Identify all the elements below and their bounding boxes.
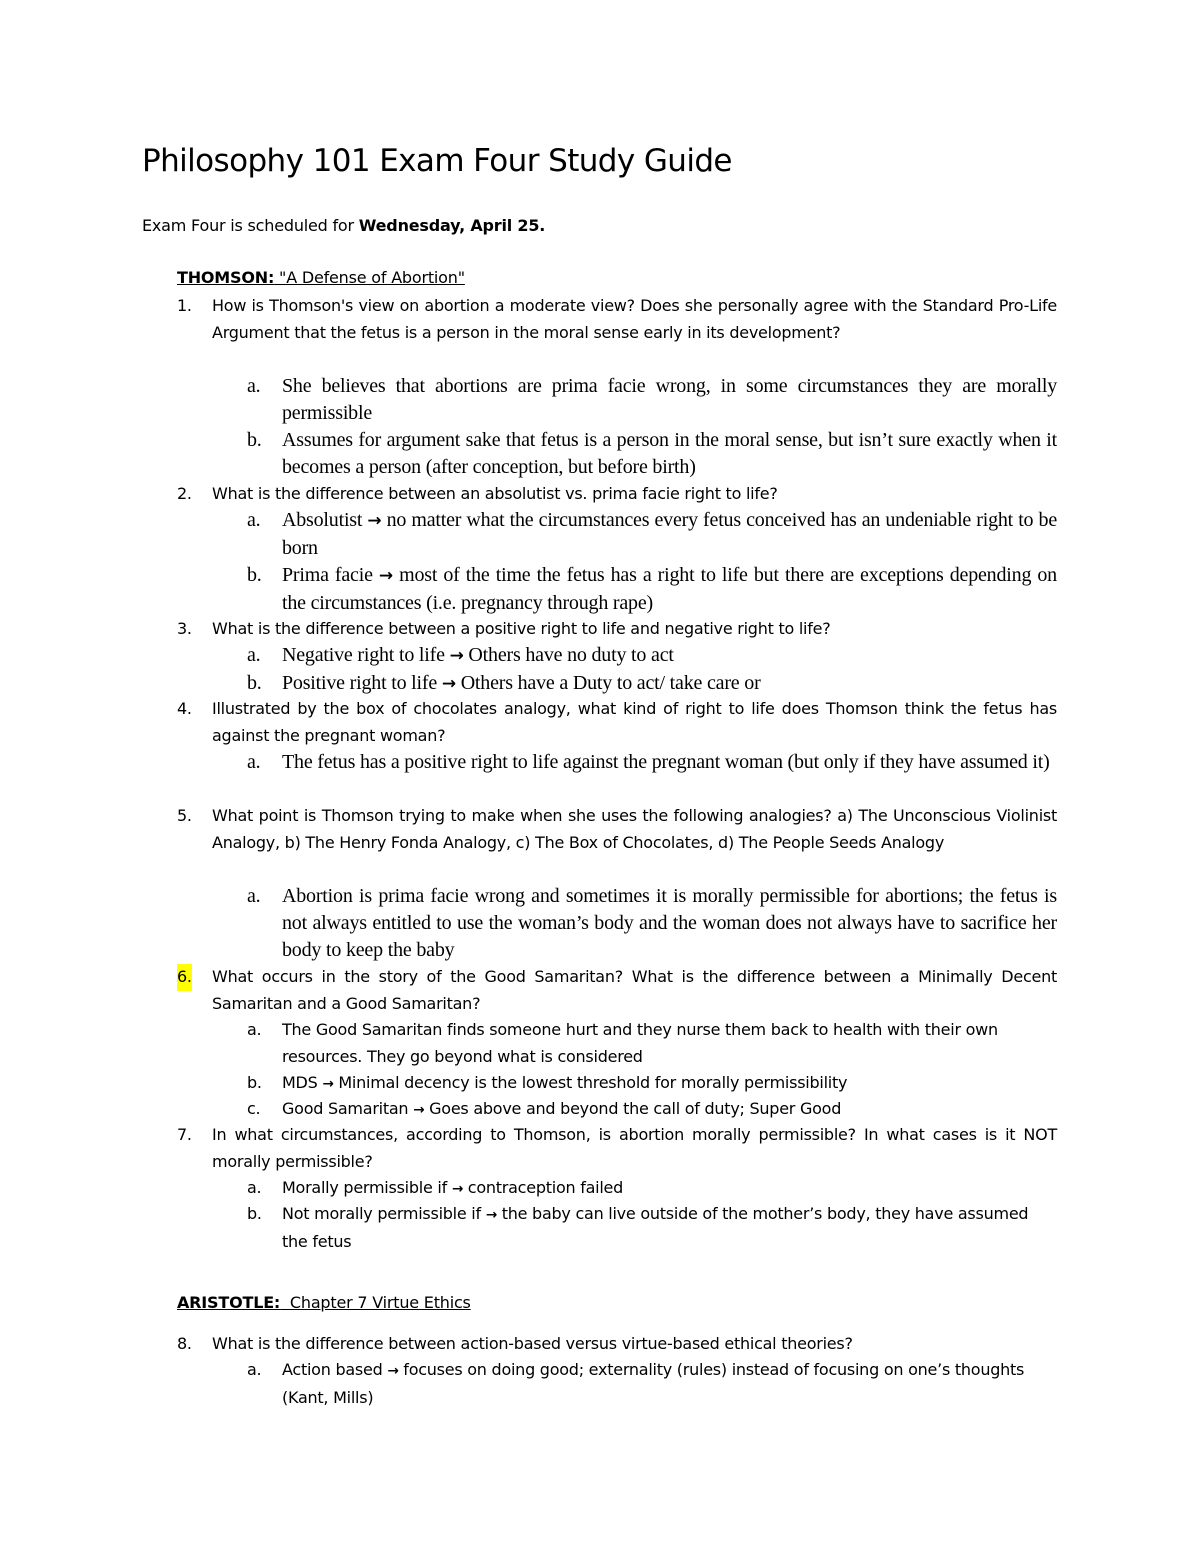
question-2 [177,481,1057,508]
answer-text: The fetus has a positive right to life against the pregnant woman (but only if they have assumed it) [282,751,1050,773]
answer-term: Positive right to life [282,672,442,694]
question-text: What is the difference between a positive right to life and negative right to life? [212,619,831,638]
exam-date: Wednesday, April 25. [358,216,546,235]
question-number: 2. [177,484,192,503]
answer-term: Negative right to life [282,644,450,666]
answer-8a [247,1357,1057,1411]
arrow-icon: → [451,1181,463,1197]
section-work: "A Defense of Abortion" [274,268,465,287]
answer-letter: a. [247,509,261,531]
answer-term: Not morally permissible if [282,1204,486,1223]
answer-text [282,562,1057,617]
answer-definition: contraception failed [462,1178,624,1197]
arrow-icon: → [378,566,393,586]
section-label: ARISTOTLE: [177,1293,281,1312]
answer-1b [247,427,1057,481]
question-5 [177,803,1057,856]
question-number-highlighted: 6. [177,964,192,991]
answer-1a [247,373,1057,427]
answer-definition: Minimal decency is the lowest threshold for morally permissibility [333,1073,848,1092]
answer-term: Morally permissible if [282,1178,452,1197]
arrow-icon: → [485,1207,497,1223]
question-1 [177,293,1057,346]
answer-letter: b. [247,672,262,694]
question-4 [177,696,1057,749]
exam-schedule [142,216,545,235]
answer-6c [247,1096,1057,1124]
question-text: What is the difference between action-based versus virtue-based ethical theories? [212,1334,853,1353]
answer-text [282,1070,1057,1098]
answer-6a [247,1017,1057,1070]
schedule-prefix: Exam Four is scheduled for [142,216,359,235]
question-text: What occurs in the story of the Good Samaritan? What is the difference between a Minimally Decent Samaritan and a Good Samaritan? [212,967,1057,1013]
section-heading-aristotle [177,1293,471,1312]
question-text: What is the difference between an absolutist vs. prima facie right to life? [212,484,778,503]
answer-letter: b. [247,564,262,586]
answer-7a [247,1175,1057,1203]
answer-text [282,670,1057,698]
question-number: 1. [177,296,192,315]
arrow-icon: → [441,674,456,694]
question-number: 3. [177,619,192,638]
question-number: 7. [177,1125,192,1144]
answer-3a [247,642,1057,670]
answer-text: Assumes for argument sake that fetus is a person in the moral sense, but isn’t sure exactly when it becomes a person (after conception, but before birth) [282,429,1057,478]
page-title: Philosophy 101 Exam Four Study Guide [142,143,732,179]
answer-definition: the baby can live outside of the mother’s body, they have assumed the fetus [282,1204,1029,1251]
question-number: 8. [177,1334,192,1353]
answer-term: Action based [282,1360,388,1379]
arrow-icon: → [367,511,382,531]
answer-text [282,642,1057,670]
answer-6b [247,1070,1057,1098]
answer-definition: Goes above and beyond the call of duty; Super Good [424,1099,842,1118]
arrow-icon: → [449,646,464,666]
answer-text [282,1357,1057,1411]
arrow-icon: → [387,1363,399,1379]
arrow-icon: → [322,1076,334,1092]
answer-text: The Good Samaritan finds someone hurt and they nurse them back to health with their own resources. They go beyond what is considered [282,1020,998,1066]
answer-text [282,1096,1057,1124]
question-7 [177,1122,1057,1175]
question-text: What point is Thomson trying to make when she uses the following analogies? a) The Unconscious Violinist Analogy, b) The Henry Fonda Analogy, c) The Box of Chocolates, d) The People Seeds Analogy [212,806,1057,852]
question-text: In what circumstances, according to Thomson, is abortion morally permissible? In what cases is it NOT morally permissible? [212,1125,1057,1171]
answer-letter: a. [247,751,261,773]
section-heading-thomson [177,268,465,287]
answer-text: Abortion is prima facie wrong and sometimes it is morally permissible for abortions; the fetus is not always entitled to use the woman’s body and the woman does not always have to sacrifice her body to keep the baby [282,885,1057,961]
answer-definition: most of the time the fetus has a right to life but there are exceptions depending on the circumstances (i.e. pregnancy through rape) [282,564,1057,614]
answer-2a [247,507,1057,562]
answer-definition: Others have a Duty to act/ take care or [455,672,761,694]
question-number: 5. [177,806,192,825]
answer-letter: b. [247,1204,262,1223]
section-work: Chapter 7 Virtue Ethics [280,1293,471,1312]
arrow-icon: → [413,1102,425,1118]
answer-letter: c. [247,1099,261,1118]
answer-text [282,1201,1057,1255]
answer-term: Prima facie [282,564,379,586]
answer-definition: Others have no duty to act [463,644,674,666]
answer-letter: b. [247,1073,262,1092]
answer-text [282,1175,1057,1203]
answer-4a [247,749,1057,776]
question-text: How is Thomson's view on abortion a moderate view? Does she personally agree with the Standard Pro-Life Argument that the fetus is a person in the moral sense early in its development? [212,296,1057,342]
answer-letter: a. [247,644,261,666]
answer-2b [247,562,1057,617]
question-6 [177,964,1057,1017]
answer-term: MDS [282,1073,323,1092]
answer-term: Good Samaritan [282,1099,414,1118]
answer-letter: b. [247,429,262,451]
question-number: 4. [177,699,192,718]
question-3 [177,616,1057,643]
answer-letter: a. [247,1178,262,1197]
section-label: THOMSON: [177,268,275,287]
answer-letter: a. [247,885,261,907]
answer-3b [247,670,1057,698]
answer-letter: a. [247,375,261,397]
answer-text: She believes that abortions are prima facie wrong, in some circumstances they are morally permissible [282,375,1057,424]
answer-definition: focuses on doing good; externality (rules) instead of focusing on one’s thoughts (Kant, Mills) [282,1360,1025,1407]
answer-term: Absolutist [282,509,368,531]
question-8 [177,1331,1057,1358]
answer-letter: a. [247,1360,262,1379]
answer-7b [247,1201,1057,1255]
question-text: Illustrated by the box of chocolates analogy, what kind of right to life does Thomson think the fetus has against the pregnant woman? [212,699,1057,745]
answer-text [282,507,1057,562]
answer-5a [247,883,1057,964]
answer-definition: no matter what the circumstances every fetus conceived has an undeniable right to be born [282,509,1057,559]
answer-letter: a. [247,1020,262,1039]
